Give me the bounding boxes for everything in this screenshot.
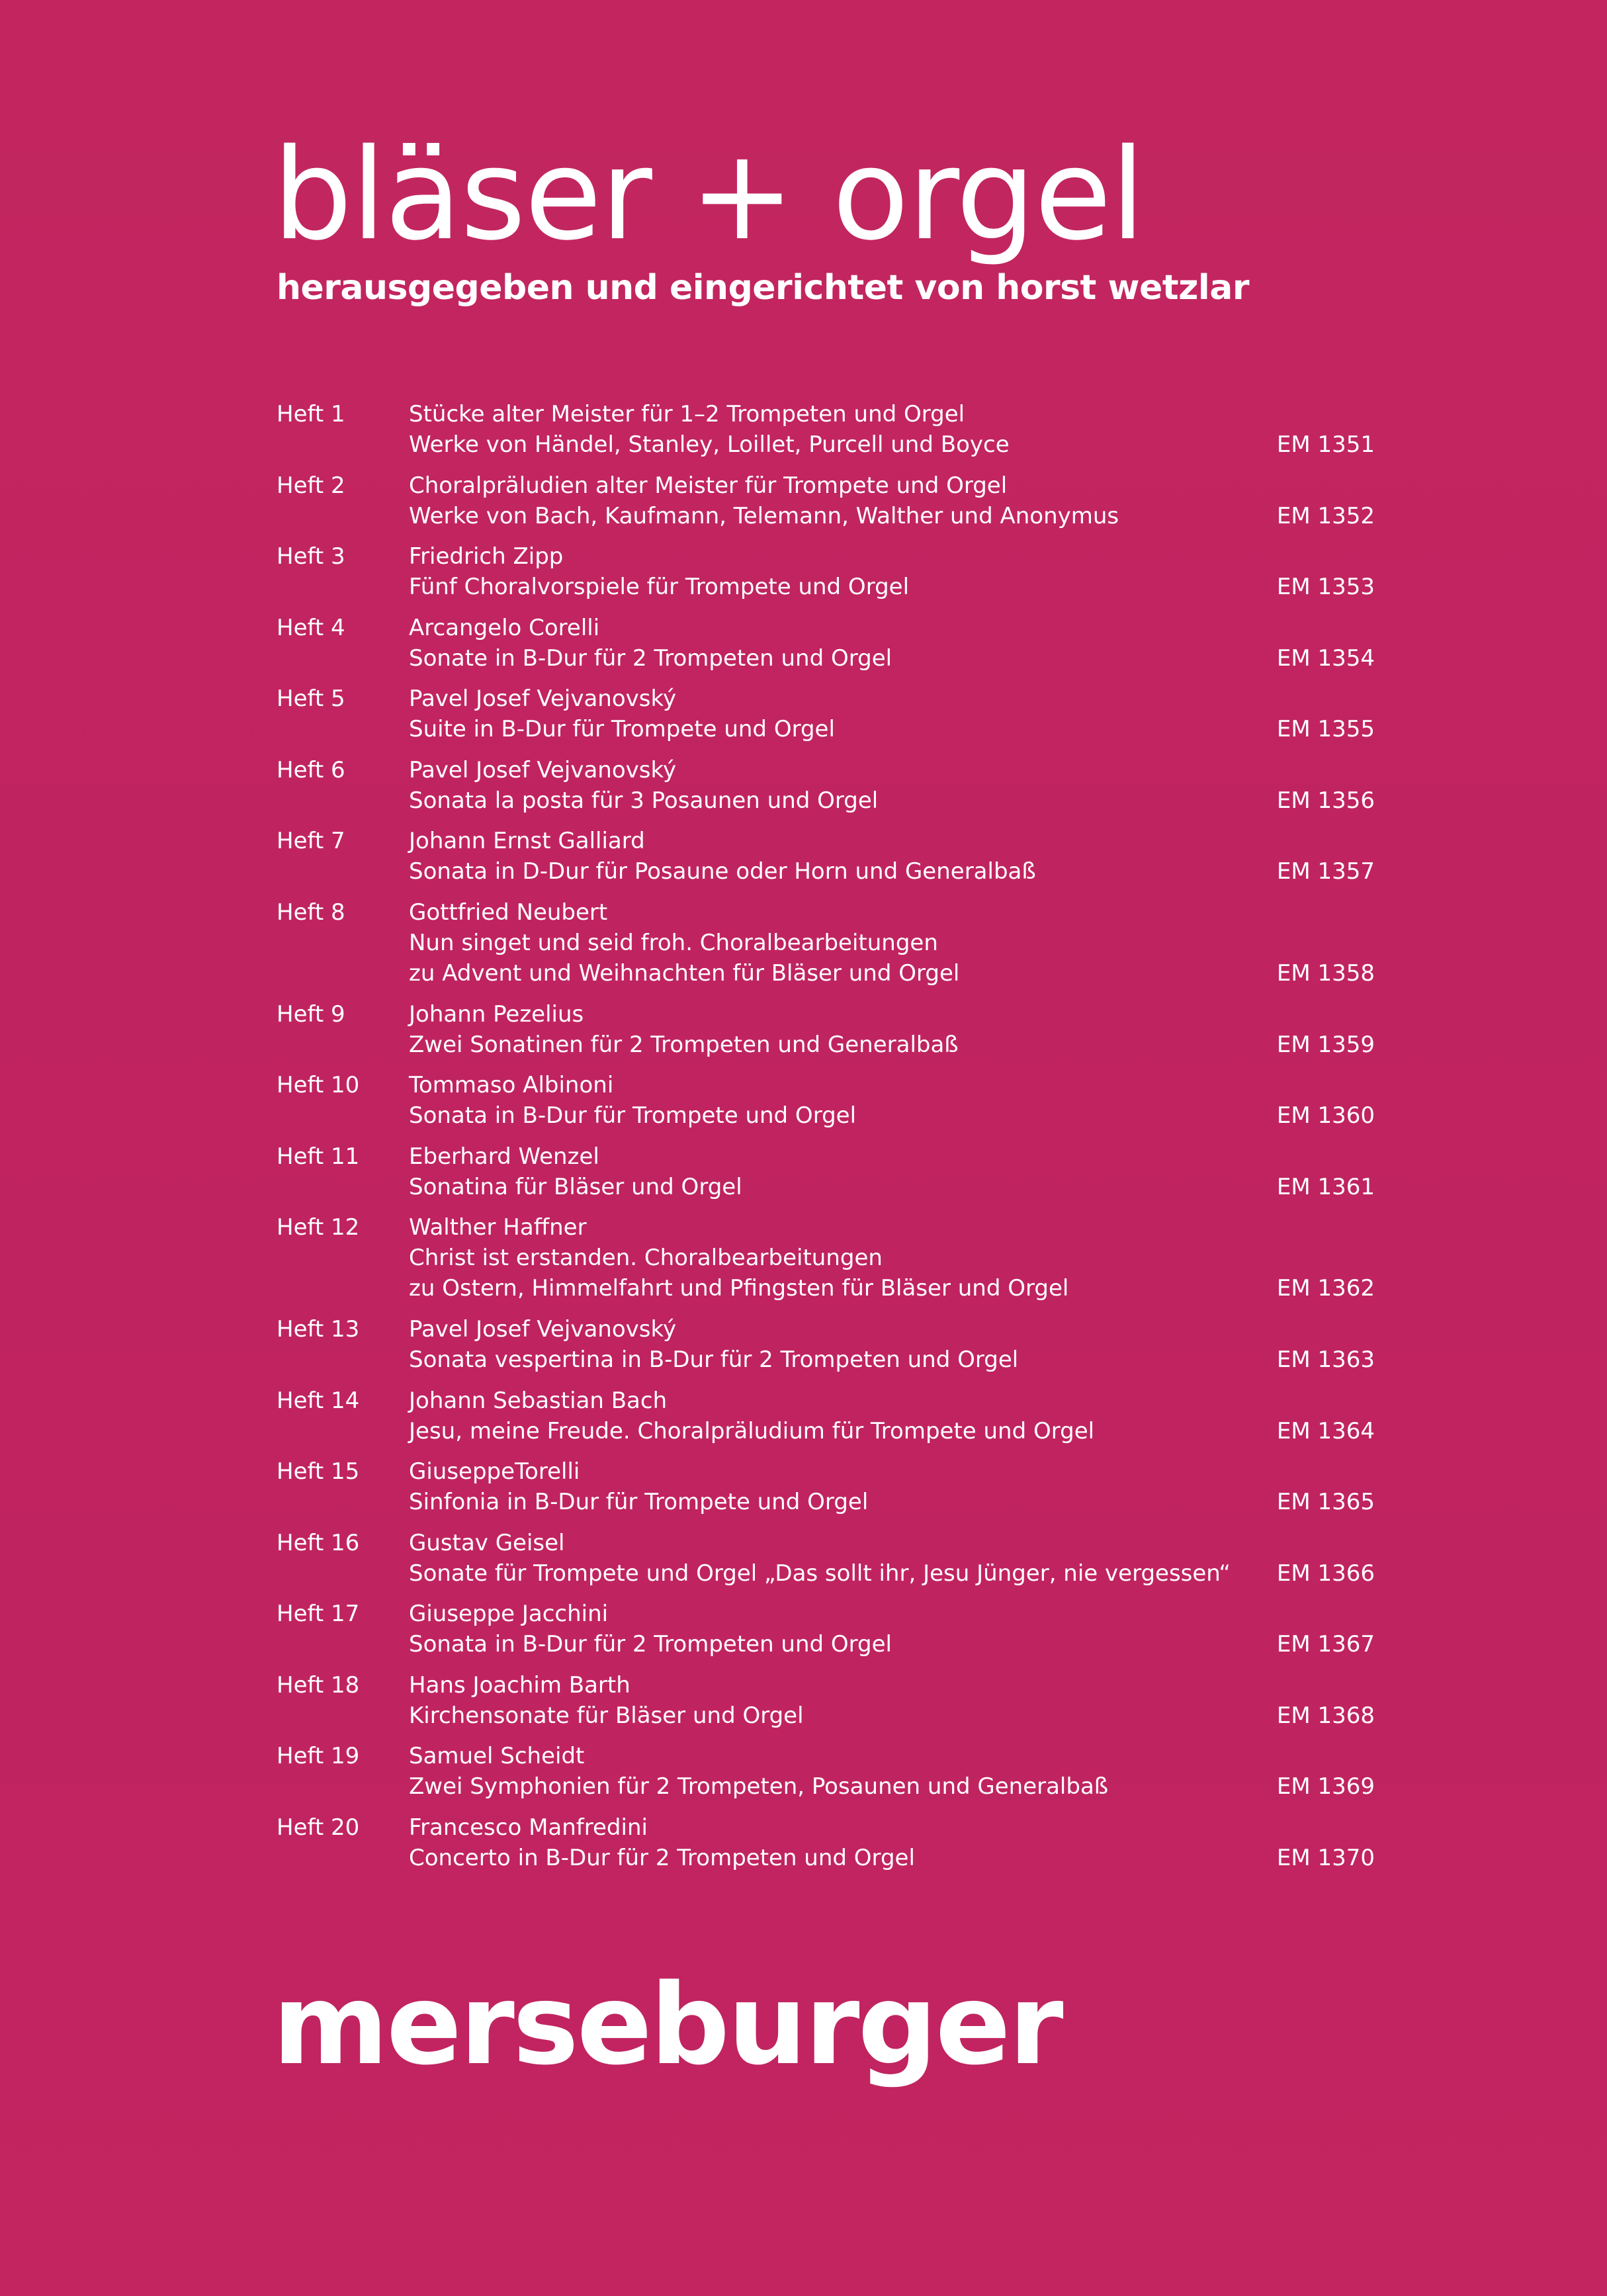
volume-number: Heft 2 [277,472,345,499]
volume-line: Concerto in B-Dur für 2 Trompeten und Orgel [409,1844,915,1871]
volume-description [409,897,959,989]
volume-entry [277,1070,1375,1141]
volume-line: Gottfried Neubert [409,899,608,926]
volume-line: Sonata vespertina in B-Dur für 2 Trompeten und Orgel [409,1347,1019,1373]
volume-description [409,684,835,744]
volume-entry [277,1528,1375,1599]
volume-line: Werke von Händel, Stanley, Loillet, Purcell und Boyce [409,431,1010,458]
catalog-number: EM 1357 [1276,858,1375,885]
volume-description [409,755,878,816]
volume-number: Heft 20 [277,1814,360,1841]
volume-line: Choralpräludien alter Meister für Trompete und Orgel [409,472,1008,499]
volume-line: Tommaso Albinoni [409,1072,614,1098]
volume-entry [277,897,1375,999]
volume-entry [277,1670,1375,1742]
catalog-number: EM 1370 [1276,1844,1375,1871]
volume-number: Heft 19 [277,1743,360,1769]
catalog-number: EM 1363 [1276,1347,1375,1373]
volume-description [409,1314,1018,1375]
volume-line: Zwei Symphonien für 2 Trompeten, Posaunen und Generalbaß [409,1773,1109,1800]
volume-line: Fünf Choralvorspiele für Trompete und Orgel [409,574,910,600]
catalog-number: EM 1362 [1276,1275,1375,1302]
volume-line: Walther Haffner [409,1214,587,1241]
catalog-number: EM 1353 [1276,574,1375,600]
volume-line: Sonata la posta für 3 Posaunen und Orgel [409,787,879,814]
volume-entry [277,1314,1375,1386]
volume-line: Nun singet und seid froh. Choralbearbeitungen [409,929,938,956]
volume-entry [277,1741,1375,1812]
volume-number: Heft 16 [277,1529,360,1556]
volume-line: Hans Joachim Barth [409,1671,630,1699]
catalog-number: EM 1352 [1276,502,1375,529]
volume-description [409,1070,856,1131]
catalog-number: EM 1355 [1276,716,1375,742]
catalog-number: EM 1359 [1276,1031,1375,1058]
volume-description [409,1670,804,1731]
catalog-number: EM 1367 [1276,1631,1375,1657]
volume-entry [277,999,1375,1071]
volume-line: Pavel Josef Vejvanovský [409,685,677,712]
publisher-name: merseburger [273,1960,1062,2090]
series-title: bläser + orgel [273,122,1145,268]
volume-number: Heft 6 [277,756,345,783]
volume-description [409,470,1119,531]
volume-entry [277,613,1375,684]
catalog-number: EM 1366 [1276,1560,1375,1587]
volume-number: Heft 12 [277,1214,360,1241]
volume-entry [277,1599,1375,1670]
volume-description [409,1212,1068,1303]
volume-description [409,1386,1094,1446]
volume-entry [277,1812,1375,1884]
volume-entry [277,826,1375,897]
volume-entry [277,470,1375,542]
catalog-number: EM 1351 [1276,431,1375,458]
catalog-number: EM 1361 [1276,1173,1375,1200]
volume-number: Heft 9 [277,1000,345,1028]
volume-line: Stücke alter Meister für 1–2 Trompeten und Orgel [409,401,965,427]
volume-number: Heft 13 [277,1316,360,1343]
volume-entry [277,1456,1375,1528]
volume-list [277,399,1375,1883]
volume-number: Heft 5 [277,685,345,712]
volume-description [409,1456,868,1517]
catalog-number: EM 1368 [1276,1702,1375,1729]
volume-line: zu Ostern, Himmelfahrt und Pfingsten für Bläser und Orgel [409,1275,1069,1302]
catalog-number: EM 1364 [1276,1417,1375,1444]
volume-number: Heft 11 [277,1143,360,1170]
catalog-number: EM 1369 [1276,1773,1375,1800]
volume-line: Sonate in B-Dur für 2 Trompeten und Orgel [409,644,892,672]
catalog-number: EM 1360 [1276,1102,1375,1129]
volume-description [409,399,1010,460]
volume-entry [277,1141,1375,1213]
volume-line: Jesu, meine Freude. Choralpräludium für Trompete und Orgel [409,1417,1095,1444]
catalog-number: EM 1358 [1276,959,1375,987]
volume-line: Sonata in B-Dur für 2 Trompeten und Orgel [409,1631,892,1657]
volume-description [409,541,909,602]
volume-line: Francesco Manfredini [409,1814,648,1841]
volume-entry [277,1212,1375,1314]
volume-line: Eberhard Wenzel [409,1143,599,1170]
volume-line: Giuseppe Jacchini [409,1601,609,1627]
volume-description [409,826,1036,887]
volume-number: Heft 17 [277,1601,360,1627]
catalog-number: EM 1356 [1276,787,1375,814]
volume-line: Johann Ernst Galliard [409,828,645,854]
volume-description [409,1141,742,1202]
volume-number: Heft 15 [277,1458,360,1485]
volume-entry [277,541,1375,613]
volume-line: Friedrich Zipp [409,543,564,570]
volume-number: Heft 4 [277,614,345,641]
volume-description [409,1599,892,1659]
volume-number: Heft 1 [277,401,345,427]
volume-line: Sonata in B-Dur für Trompete und Orgel [409,1102,857,1129]
volume-line: Samuel Scheidt [409,1743,585,1769]
series-subtitle: herausgegeben und eingerichtet von horst wetzlar [277,268,1249,308]
volume-entry [277,755,1375,826]
volume-line: Johann Sebastian Bach [409,1387,668,1414]
volume-line: Johann Pezelius [409,1000,584,1028]
volume-number: Heft 14 [277,1387,360,1414]
volume-line: Sinfonia in B-Dur für Trompete und Orgel [409,1489,869,1515]
volume-entry [277,684,1375,755]
volume-entry [277,399,1375,470]
volume-line: Gustav Geisel [409,1529,565,1556]
catalog-number: EM 1365 [1276,1489,1375,1515]
volume-number: Heft 10 [277,1072,360,1098]
volume-description [409,1741,1108,1802]
catalog-number: EM 1354 [1276,644,1375,672]
volume-line: zu Advent und Weihnachten für Bläser und Orgel [409,959,960,987]
volume-line: Kirchensonate für Bläser und Orgel [409,1702,804,1729]
volume-number: Heft 7 [277,828,345,854]
volume-line: Christ ist erstanden. Choralbearbeitungen [409,1245,883,1271]
volume-line: Werke von Bach, Kaufmann, Telemann, Walther und Anonymus [409,502,1119,529]
volume-number: Heft 3 [277,543,345,570]
volume-description [409,999,959,1060]
volume-description [409,1812,915,1873]
volume-line: Pavel Josef Vejvanovský [409,1316,677,1343]
volume-description [409,1528,1231,1589]
volume-line: GiuseppeTorelli [409,1458,580,1485]
volume-line: Sonata in D-Dur für Posaune oder Horn und Generalbaß [409,858,1036,885]
volume-line: Pavel Josef Vejvanovský [409,756,677,783]
volume-number: Heft 8 [277,899,345,926]
volume-line: Sonatina für Bläser und Orgel [409,1173,742,1200]
volume-description [409,613,892,674]
volume-entry [277,1386,1375,1457]
volume-number: Heft 18 [277,1671,360,1699]
volume-line: Zwei Sonatinen für 2 Trompeten und Generalbaß [409,1031,959,1058]
volume-line: Arcangelo Corelli [409,614,600,641]
volume-line: Sonate für Trompete und Orgel „Das sollt ihr, Jesu Jünger, nie vergessen“ [409,1560,1231,1587]
volume-line: Suite in B-Dur für Trompete und Orgel [409,716,835,742]
